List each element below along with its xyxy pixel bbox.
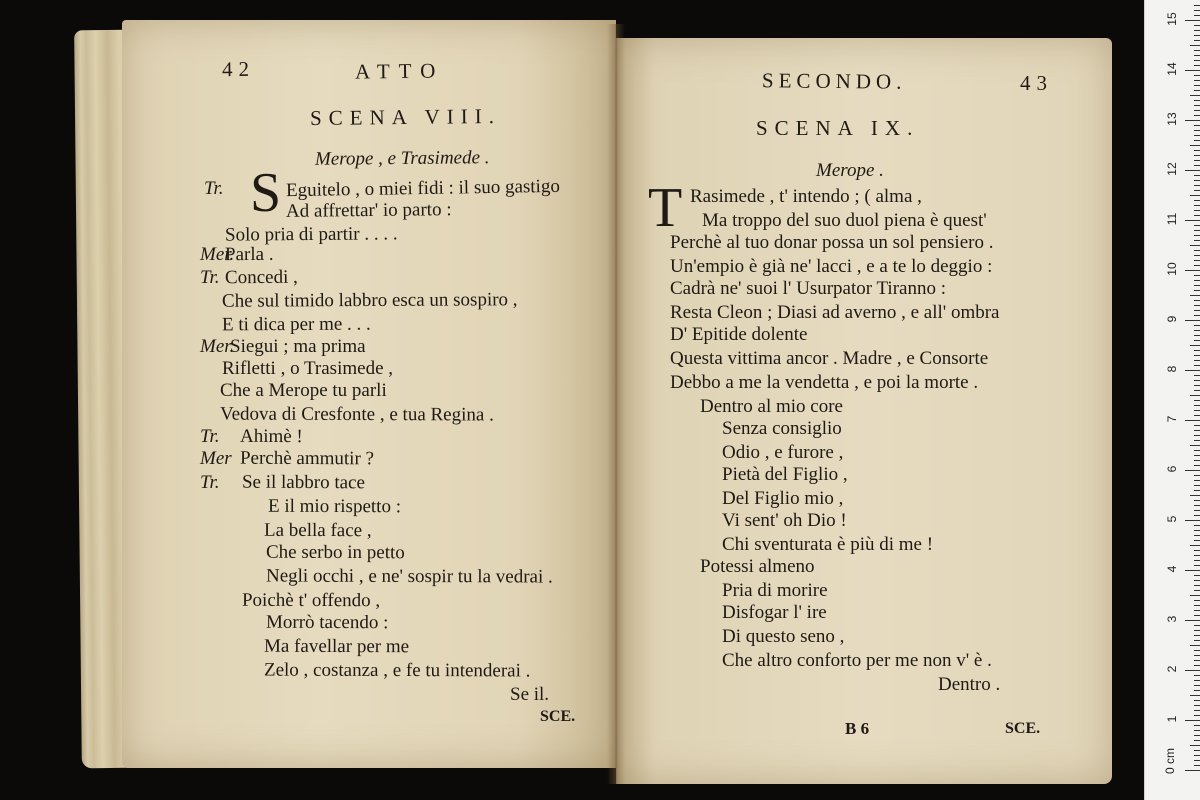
ruler-tick — [1185, 170, 1200, 171]
ruler-tick — [1194, 410, 1200, 411]
verse-line: Vedova di Cresfonte , e tua Regina . — [219, 403, 494, 426]
ruler-tick — [1194, 575, 1200, 576]
ruler-tick — [1190, 245, 1200, 246]
ruler-number: 10 — [1165, 262, 1179, 276]
ruler-tick — [1194, 625, 1200, 626]
ruler-tick — [1194, 175, 1200, 176]
verse-line: Pria di morire — [722, 580, 828, 601]
right-characters: Merope . — [816, 160, 884, 181]
verse-line: Ahimè ! — [239, 425, 303, 448]
ruler-tick — [1194, 375, 1200, 376]
ruler-tick — [1194, 485, 1200, 486]
ruler-tick — [1194, 350, 1200, 351]
ruler-tick — [1185, 720, 1200, 721]
ruler-tick — [1194, 415, 1200, 416]
verse-line: Rifletti , o Trasimede , — [222, 358, 393, 379]
ruler-tick — [1185, 770, 1200, 771]
ruler-tick — [1194, 725, 1200, 726]
ruler-tick — [1194, 355, 1200, 356]
verse-line: Perchè ammutir ? — [239, 447, 375, 470]
ruler-tick — [1194, 490, 1200, 491]
ruler-number: 4 — [1165, 565, 1179, 573]
verse-line: Chi sventurata è più di me ! — [722, 534, 934, 555]
ruler-tick — [1194, 65, 1200, 66]
ruler-tick — [1194, 15, 1200, 16]
ruler-tick — [1190, 695, 1200, 696]
verse-line: Cadrà ne' suoi l' Usurpator Tiranno : — [670, 278, 946, 299]
ruler-tick — [1194, 200, 1200, 201]
ruler-tick — [1194, 390, 1200, 391]
ruler-number: 3 — [1165, 615, 1179, 623]
ruler-tick — [1194, 40, 1200, 41]
ruler-tick — [1194, 50, 1200, 51]
right-dropcap: T — [648, 177, 683, 239]
verse-line: Debbo a me la vendetta , e poi la morte . — [670, 372, 979, 393]
ruler-tick — [1194, 330, 1200, 331]
ruler-tick — [1194, 250, 1200, 251]
ruler-tick — [1194, 580, 1200, 581]
verse-line: Che sul timido labbro esca un sospiro , — [221, 289, 518, 312]
ruler-tick — [1194, 750, 1200, 751]
verse-line: Un'empio è già ne' lacci , e a te lo deggio : — [670, 256, 993, 277]
ruler-tick — [1194, 385, 1200, 386]
ruler-number: 1 — [1165, 715, 1179, 723]
right-signature: B 6 — [845, 719, 870, 738]
ruler-tick — [1194, 165, 1200, 166]
verse-line: Senza consiglio — [722, 418, 842, 439]
ruler-tick — [1194, 265, 1200, 266]
ruler-number: 14 — [1165, 62, 1179, 76]
ruler-tick — [1185, 520, 1200, 521]
ruler-tick — [1194, 290, 1200, 291]
ruler-tick — [1194, 240, 1200, 241]
ruler-tick — [1194, 630, 1200, 631]
verse-line: Se il. — [510, 684, 550, 705]
verse-line: Negli occhi , e ne' sospir tu la vedrai . — [265, 565, 553, 588]
ruler-tick — [1190, 95, 1200, 96]
ruler-tick — [1194, 635, 1200, 636]
ruler-tick — [1190, 445, 1200, 446]
ruler-tick — [1190, 45, 1200, 46]
ruler-tick — [1194, 710, 1200, 711]
ruler-tick — [1194, 140, 1200, 141]
ruler-tick — [1194, 605, 1200, 606]
ruler-tick — [1194, 30, 1200, 31]
ruler-tick — [1194, 110, 1200, 111]
right-running-head: SECONDO. — [761, 68, 907, 94]
ruler-tick — [1194, 230, 1200, 231]
verse-line: Parla . — [224, 243, 274, 266]
ruler-tick — [1194, 715, 1200, 716]
ruler-tick — [1185, 620, 1200, 621]
ruler-tick — [1194, 315, 1200, 316]
speaker-label: Mer. — [200, 244, 235, 265]
ruler-tick — [1185, 220, 1200, 221]
ruler-tick — [1194, 280, 1200, 281]
ruler-unit-label: 0 cm — [1163, 747, 1178, 775]
verse-line: E il mio rispetto : — [267, 495, 402, 518]
ruler-tick — [1194, 90, 1200, 91]
ruler-tick — [1194, 105, 1200, 106]
ruler-tick — [1194, 500, 1200, 501]
speaker-label: Tr. — [200, 472, 220, 493]
ruler-number: 9 — [1165, 315, 1179, 323]
ruler-tick — [1194, 515, 1200, 516]
ruler-tick — [1194, 465, 1200, 466]
ruler-tick — [1194, 650, 1200, 651]
verse-line: Potessi almeno — [700, 556, 815, 577]
ruler-tick — [1194, 325, 1200, 326]
ruler-tick — [1194, 430, 1200, 431]
ruler-tick — [1194, 235, 1200, 236]
ruler-tick — [1194, 455, 1200, 456]
ruler-tick — [1194, 85, 1200, 86]
speaker-label: Mer. — [200, 336, 235, 357]
ruler-number: 11 — [1165, 212, 1179, 226]
ruler-tick — [1194, 655, 1200, 656]
ruler-tick — [1194, 55, 1200, 56]
right-page — [616, 38, 1112, 784]
ruler-tick — [1194, 555, 1200, 556]
verse-line: Disfogar l' ire — [722, 602, 827, 623]
ruler-tick — [1194, 675, 1200, 676]
verse-line: Ma troppo del suo duol piena è quest' — [702, 210, 987, 231]
ruler-number: 15 — [1165, 12, 1179, 26]
verse-line: Che a Merope tu parli — [220, 380, 387, 401]
ruler-tick — [1194, 480, 1200, 481]
ruler-tick — [1194, 180, 1200, 181]
verse-line: Eguitelo , o miei fidi : il suo gastigo — [285, 175, 561, 202]
verse-line: Perchè al tuo donar possa un sol pensiero . — [670, 232, 994, 253]
verse-line: Poichè t' offendo , — [241, 589, 381, 612]
ruler-tick — [1194, 505, 1200, 506]
verse-line: Ma favellar per me — [263, 635, 410, 658]
ruler-tick — [1190, 295, 1200, 296]
left-dropcap: S — [250, 162, 282, 224]
ruler-tick — [1194, 310, 1200, 311]
verse-line: Morrò tacendo : — [265, 611, 389, 634]
ruler-tick — [1190, 395, 1200, 396]
ruler-tick — [1194, 210, 1200, 211]
ruler-tick — [1194, 585, 1200, 586]
verse-line: Siegui ; ma prima — [230, 336, 366, 357]
ruler-tick — [1194, 205, 1200, 206]
ruler-tick — [1185, 70, 1200, 71]
ruler-tick — [1194, 125, 1200, 126]
speaker-label: Mer — [200, 448, 232, 469]
verse-line: Del Figlio mio , — [722, 488, 844, 509]
verse-line: Che altro conforto per me non v' è . — [722, 650, 992, 671]
ruler-tick — [1194, 405, 1200, 406]
ruler-tick — [1194, 690, 1200, 691]
ruler-number: 12 — [1165, 162, 1179, 176]
verse-line: Odio , e furore , — [722, 442, 844, 463]
verse-line: La bella face , — [263, 519, 372, 542]
ruler-tick — [1194, 440, 1200, 441]
ruler-tick — [1194, 300, 1200, 301]
ruler-tick — [1190, 745, 1200, 746]
speaker-label: Tr. — [200, 267, 220, 288]
ruler-tick — [1194, 425, 1200, 426]
ruler-tick — [1194, 380, 1200, 381]
verse-line: Dentro . — [938, 674, 1001, 695]
ruler-tick — [1185, 320, 1200, 321]
ruler-tick — [1194, 450, 1200, 451]
speaker-label: Tr. — [200, 426, 220, 447]
ruler-tick — [1194, 100, 1200, 101]
ruler-tick — [1185, 470, 1200, 471]
verse-line: D' Epitide dolente — [670, 324, 808, 345]
measuring-ruler — [1144, 0, 1200, 800]
ruler-tick — [1194, 225, 1200, 226]
verse-line: Concedi , — [224, 266, 298, 289]
right-page-number: 43 — [1020, 71, 1053, 95]
verse-line: Che serbo in petto — [265, 541, 405, 564]
ruler-tick — [1194, 360, 1200, 361]
left-scene-title: SCENA VIII. — [309, 104, 502, 130]
ruler-tick — [1194, 550, 1200, 551]
ruler-tick — [1194, 155, 1200, 156]
ruler-tick — [1185, 420, 1200, 421]
ruler-tick — [1194, 160, 1200, 161]
ruler-tick — [1185, 120, 1200, 121]
ruler-number: 6 — [1165, 465, 1179, 473]
ruler-tick — [1194, 60, 1200, 61]
ruler-tick — [1190, 145, 1200, 146]
left-page-number: 42 — [221, 56, 256, 82]
ruler-tick — [1194, 735, 1200, 736]
ruler-tick — [1194, 560, 1200, 561]
verse-line: Se il labbro tace — [241, 471, 365, 494]
ruler-tick — [1194, 35, 1200, 36]
ruler-tick — [1190, 545, 1200, 546]
ruler-tick — [1194, 115, 1200, 116]
ruler-number: 8 — [1165, 365, 1179, 373]
verse-line: Vi sent' oh Dio ! — [722, 510, 847, 531]
ruler-tick — [1194, 705, 1200, 706]
ruler-tick — [1194, 540, 1200, 541]
ruler-tick — [1194, 255, 1200, 256]
ruler-tick — [1194, 365, 1200, 366]
ruler-tick — [1194, 260, 1200, 261]
right-catchword: SCE. — [1005, 720, 1041, 737]
ruler-tick — [1194, 755, 1200, 756]
ruler-tick — [1194, 510, 1200, 511]
ruler-number: 7 — [1165, 415, 1179, 423]
verse-line: E ti dica per me . . . — [221, 313, 371, 336]
ruler-tick — [1194, 275, 1200, 276]
ruler-tick — [1190, 595, 1200, 596]
ruler-tick — [1194, 460, 1200, 461]
ruler-tick — [1194, 680, 1200, 681]
ruler-tick — [1194, 590, 1200, 591]
ruler-tick — [1190, 195, 1200, 196]
ruler-tick — [1194, 400, 1200, 401]
ruler-tick — [1194, 610, 1200, 611]
ruler-tick — [1194, 335, 1200, 336]
ruler-tick — [1194, 475, 1200, 476]
verse-line: Resta Cleon ; Diasi ad averno , e all' ombra — [670, 302, 1000, 323]
verse-line: Ad affrettar' io parto : — [285, 199, 452, 222]
ruler-tick — [1194, 765, 1200, 766]
ruler-tick — [1194, 600, 1200, 601]
ruler-number: 5 — [1165, 515, 1179, 523]
ruler-tick — [1194, 660, 1200, 661]
ruler-tick — [1194, 685, 1200, 686]
ruler-tick — [1185, 570, 1200, 571]
ruler-tick — [1194, 760, 1200, 761]
book-gutter — [607, 24, 625, 784]
ruler-tick — [1194, 700, 1200, 701]
verse-line: Solo pria di partir . . . . — [224, 223, 398, 246]
verse-line: Pietà del Figlio , — [722, 464, 848, 485]
ruler-tick — [1194, 130, 1200, 131]
ruler-tick — [1190, 495, 1200, 496]
left-running-head: ATTO — [354, 58, 445, 84]
verse-line: Di questo seno , — [722, 626, 845, 647]
verse-line: Zelo , costanza , e fe tu intenderai . — [263, 659, 531, 682]
ruler-tick — [1190, 645, 1200, 646]
ruler-tick — [1194, 190, 1200, 191]
ruler-tick — [1194, 150, 1200, 151]
ruler-tick — [1194, 640, 1200, 641]
ruler-tick — [1194, 535, 1200, 536]
left-characters: Merope , e Trasimede . — [314, 147, 490, 170]
ruler-tick — [1194, 80, 1200, 81]
ruler-tick — [1194, 10, 1200, 11]
ruler-tick — [1194, 25, 1200, 26]
ruler-tick — [1194, 5, 1200, 6]
ruler-tick — [1185, 370, 1200, 371]
ruler-tick — [1194, 615, 1200, 616]
verse-line: Questa vittima ancor . Madre , e Consorte — [670, 348, 989, 369]
ruler-number: 13 — [1165, 112, 1179, 126]
speaker-label: Tr. — [204, 178, 224, 199]
right-scene-title: SCENA IX. — [756, 116, 920, 140]
ruler-tick — [1194, 340, 1200, 341]
ruler-tick — [1194, 75, 1200, 76]
ruler-tick — [1194, 740, 1200, 741]
ruler-tick — [1194, 565, 1200, 566]
ruler-tick — [1194, 665, 1200, 666]
ruler-tick — [1194, 730, 1200, 731]
ruler-tick — [1185, 20, 1200, 21]
ruler-tick — [1194, 135, 1200, 136]
left-catchword: SCE. — [540, 708, 576, 725]
verse-line: Dentro al mio core — [700, 396, 843, 417]
ruler-tick — [1185, 270, 1200, 271]
ruler-tick — [1194, 185, 1200, 186]
ruler-tick — [1190, 345, 1200, 346]
ruler-tick — [1194, 435, 1200, 436]
ruler-tick — [1194, 215, 1200, 216]
verse-line: Rasimede , t' intendo ; ( alma , — [690, 186, 922, 207]
ruler-tick — [1194, 525, 1200, 526]
ruler-tick — [1194, 530, 1200, 531]
ruler-number: 2 — [1165, 665, 1179, 673]
ruler-tick — [1194, 305, 1200, 306]
ruler-tick — [1185, 670, 1200, 671]
ruler-tick — [1194, 285, 1200, 286]
